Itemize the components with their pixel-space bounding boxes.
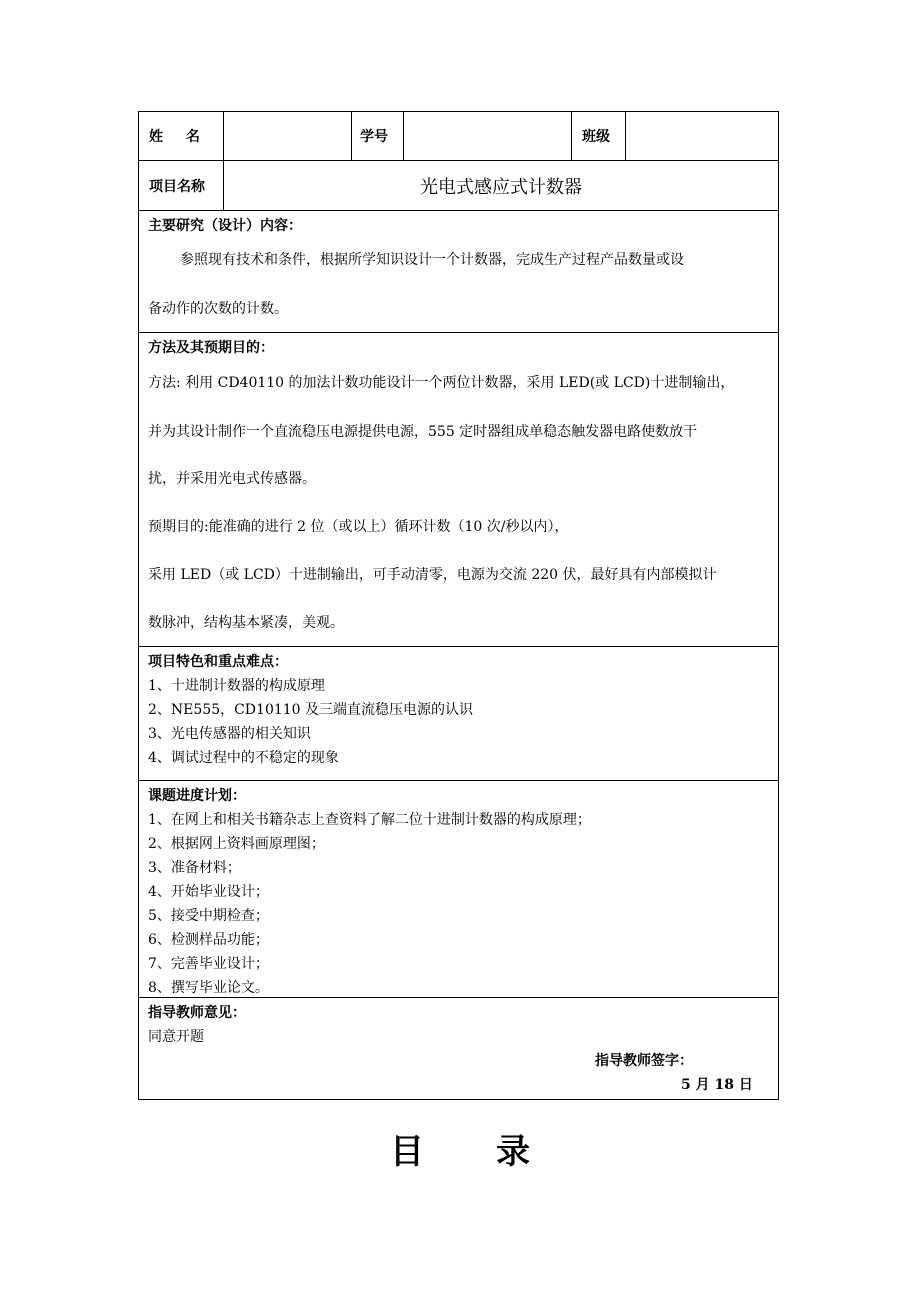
schedule-item: 6、检测样品功能； bbox=[148, 932, 269, 948]
student-id-label: 学号 bbox=[360, 129, 388, 145]
schedule-item: 5、接受中期检查； bbox=[148, 908, 269, 924]
toc-char-2: 录 bbox=[496, 1132, 530, 1172]
table-of-contents-heading bbox=[0, 1124, 920, 1173]
proposal-form bbox=[138, 111, 779, 1100]
name-label: 姓 名 bbox=[149, 129, 200, 145]
method-line: 方法: 利用 CD40110 的加法计数功能设计一个两位计数器，采用 LED(或 LCD)十进制输出， bbox=[148, 375, 735, 391]
schedule-item: 2、根据网上资料画原理图； bbox=[148, 836, 325, 852]
research-section bbox=[139, 211, 778, 333]
method-heading: 方法及其预期目的： bbox=[148, 340, 274, 356]
student-id-value bbox=[404, 112, 572, 160]
project-title: 光电式感应式计数器 bbox=[420, 176, 582, 198]
schedule-item: 1、在网上和相关书籍杂志上查资料了解二位十进制计数器的构成原理； bbox=[148, 812, 591, 828]
features-heading: 项目特色和重点难点： bbox=[148, 654, 288, 670]
feature-item: 2、NE555，CD10110 及三端直流稳压电源的认识 bbox=[148, 702, 474, 718]
method-line: 并为其设计制作一个直流稳压电源提供电源，555 定时器组成单稳态触发器电路使数放干 bbox=[148, 424, 698, 440]
project-name-row bbox=[139, 161, 778, 211]
feature-item: 4、调试过程中的不稳定的现象 bbox=[148, 750, 339, 766]
research-line: 备动作的次数的计数。 bbox=[148, 301, 288, 317]
schedule-item: 4、开始毕业设计； bbox=[148, 884, 269, 900]
method-line: 扰，并采用光电式传感器。 bbox=[148, 471, 316, 487]
schedule-item: 8、撰写毕业论文。 bbox=[148, 980, 269, 996]
schedule-item: 7、完善毕业设计； bbox=[148, 956, 269, 972]
schedule-section bbox=[139, 781, 778, 998]
advisor-signature-label: 指导教师签字： bbox=[595, 1053, 693, 1069]
research-heading: 主要研究（设计）内容： bbox=[148, 218, 302, 234]
student-info-row bbox=[139, 112, 778, 161]
feature-item: 3、光电传感器的相关知识 bbox=[148, 726, 311, 742]
class-value bbox=[626, 112, 778, 160]
advisor-date: 5 月 18 日 bbox=[681, 1077, 753, 1093]
advisor-opinion: 同意开题 bbox=[148, 1029, 204, 1045]
advisor-section bbox=[139, 998, 778, 1099]
schedule-heading: 课题进度计划： bbox=[148, 788, 246, 804]
class-label: 班级 bbox=[582, 129, 610, 145]
method-line: 数脉冲，结构基本紧凑，美观。 bbox=[148, 615, 344, 631]
feature-item: 1、十进制计数器的构成原理 bbox=[148, 678, 325, 694]
method-section bbox=[139, 333, 778, 647]
name-value bbox=[224, 112, 351, 160]
features-section bbox=[139, 647, 778, 781]
toc-char-1: 目 bbox=[390, 1132, 424, 1172]
project-name-label: 项目名称 bbox=[149, 178, 205, 195]
research-line: 参照现有技术和条件，根据所学知识设计一个计数器，完成生产过程产品数量或设 bbox=[180, 252, 684, 268]
schedule-item: 3、准备材料； bbox=[148, 860, 241, 876]
method-line: 预期目的:能准确的进行 2 位（或以上）循环计数（10 次/秒以内）， bbox=[148, 519, 569, 535]
method-line: 采用 LED（或 LCD）十进制输出，可手动清零，电源为交流 220 伏，最好具有内部模拟计 bbox=[148, 567, 717, 583]
advisor-heading: 指导教师意见： bbox=[148, 1005, 246, 1021]
